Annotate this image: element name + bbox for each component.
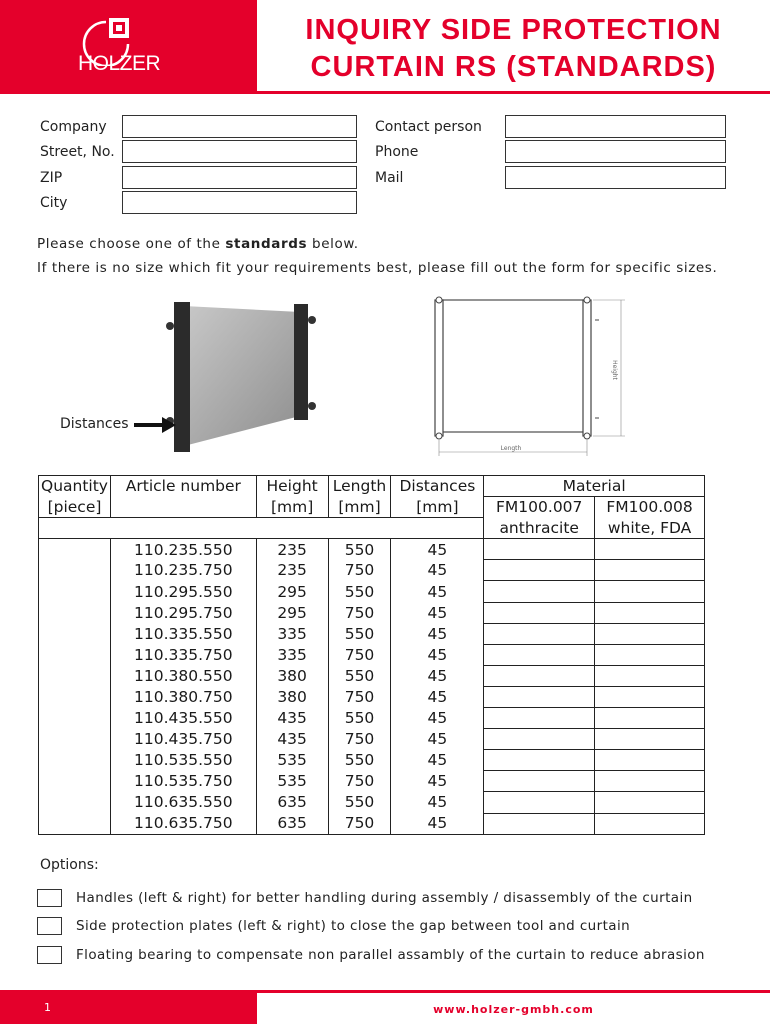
article-number-cell: 110.435.550	[110, 708, 256, 729]
height-cell: 535	[256, 750, 328, 771]
length-cell: 750	[328, 729, 391, 750]
material-anthracite-cell[interactable]	[484, 602, 595, 623]
material-white-cell[interactable]	[595, 602, 705, 623]
phone-input[interactable]	[505, 140, 726, 163]
curtain-photo-illustration	[160, 296, 320, 461]
option-side-plates-label: Side protection plates (left & right) to close the gap between tool and curtain	[76, 918, 631, 934]
quantity-cell[interactable]	[39, 771, 111, 792]
quantity-cell[interactable]	[39, 729, 111, 750]
material-white-cell[interactable]	[595, 581, 705, 602]
material-anthracite-cell[interactable]	[484, 750, 595, 771]
option-floating-bearing-checkbox[interactable]	[37, 946, 62, 964]
distances-cell: 45	[391, 813, 484, 834]
distances-cell: 45	[391, 729, 484, 750]
quantity-cell[interactable]	[39, 644, 111, 665]
quantity-cell[interactable]	[39, 686, 111, 707]
header-material-1-name: anthracite	[484, 518, 595, 539]
footer-website-text: www.holzer-gmbh.com	[433, 1003, 594, 1016]
table-row	[39, 560, 705, 581]
table-header-row-2	[39, 497, 705, 518]
height-cell: 635	[256, 813, 328, 834]
standards-table	[38, 475, 705, 835]
table-header-row-1	[39, 476, 705, 497]
height-dimension-label: Height	[611, 360, 618, 380]
table-row	[39, 771, 705, 792]
height-cell: 295	[256, 581, 328, 602]
header-article-unit	[110, 497, 256, 518]
header-material-2-name: white, FDA	[595, 518, 705, 539]
distances-cell: 45	[391, 581, 484, 602]
distances-cell: 45	[391, 623, 484, 644]
material-white-cell[interactable]	[595, 792, 705, 813]
option-side-plates-checkbox[interactable]	[37, 917, 62, 935]
length-cell: 750	[328, 644, 391, 665]
material-white-cell[interactable]	[595, 750, 705, 771]
header-distances-unit: [mm]	[391, 497, 484, 518]
height-cell: 335	[256, 644, 328, 665]
height-cell: 635	[256, 792, 328, 813]
article-number-cell: 110.335.550	[110, 623, 256, 644]
quantity-cell[interactable]	[39, 708, 111, 729]
distances-cell: 45	[391, 708, 484, 729]
page-title-line-1: INQUIRY SIDE PROTECTION	[305, 14, 722, 46]
intro-line-2: If there is no size which fit your requirements best, please fill out the form for specific sizes.	[37, 260, 718, 276]
footer-website-link[interactable]	[257, 990, 770, 1024]
height-cell: 335	[256, 623, 328, 644]
quantity-cell[interactable]	[39, 665, 111, 686]
mail-input[interactable]	[505, 166, 726, 189]
distances-cell: 45	[391, 686, 484, 707]
distances-cell: 45	[391, 602, 484, 623]
header-material: Material	[484, 476, 705, 497]
table-row	[39, 602, 705, 623]
height-cell: 295	[256, 602, 328, 623]
material-white-cell[interactable]	[595, 771, 705, 792]
table-row	[39, 581, 705, 602]
height-cell: 380	[256, 686, 328, 707]
distances-cell: 45	[391, 665, 484, 686]
height-cell: 380	[256, 665, 328, 686]
length-cell: 550	[328, 623, 391, 644]
table-row	[39, 792, 705, 813]
height-cell: 435	[256, 729, 328, 750]
material-anthracite-cell[interactable]	[484, 792, 595, 813]
height-cell: 535	[256, 771, 328, 792]
article-number-cell: 110.635.550	[110, 792, 256, 813]
header-height-unit: [mm]	[256, 497, 328, 518]
table-row	[39, 644, 705, 665]
header-material-1-code: FM100.007	[484, 497, 595, 518]
table-row	[39, 750, 705, 771]
material-anthracite-cell[interactable]	[484, 665, 595, 686]
footer-panel	[0, 990, 257, 1024]
length-cell: 750	[328, 686, 391, 707]
quantity-cell[interactable]	[39, 581, 111, 602]
header-height: Height	[256, 476, 328, 497]
option-handles-checkbox[interactable]	[37, 889, 62, 907]
article-number-cell: 110.235.550	[110, 539, 256, 560]
header-spacer	[39, 518, 484, 539]
material-anthracite-cell[interactable]	[484, 708, 595, 729]
header-material-2-code: FM100.008	[595, 497, 705, 518]
article-number-cell: 110.380.550	[110, 665, 256, 686]
arrow-right-icon	[134, 417, 176, 433]
table-row	[39, 708, 705, 729]
distances-cell: 45	[391, 560, 484, 581]
page-number: 1	[44, 1001, 51, 1014]
header-distances: Distances	[391, 476, 484, 497]
length-cell: 550	[328, 581, 391, 602]
length-cell: 750	[328, 560, 391, 581]
header-quantity-unit: [piece]	[39, 497, 111, 518]
table-row	[39, 813, 705, 834]
length-cell: 550	[328, 539, 391, 560]
city-input[interactable]	[122, 191, 357, 214]
option-floating-bearing-label: Floating bearing to compensate non parallel assambly of the curtain to reduce abrasion	[76, 947, 705, 963]
distances-cell: 45	[391, 539, 484, 560]
quantity-cell[interactable]	[39, 750, 111, 771]
street-label: Street, No.	[40, 144, 115, 160]
header-quantity: Quantity	[39, 476, 111, 497]
material-white-cell[interactable]	[595, 686, 705, 707]
material-anthracite-cell[interactable]	[484, 729, 595, 750]
intro-line-1-suffix: below.	[307, 236, 359, 252]
title-panel	[257, 0, 770, 94]
zip-input[interactable]	[122, 166, 357, 189]
intro-line-1	[37, 236, 359, 252]
quantity-cell[interactable]	[39, 602, 111, 623]
material-white-cell[interactable]	[595, 644, 705, 665]
material-anthracite-cell[interactable]	[484, 560, 595, 581]
curtain-technical-drawing	[425, 290, 635, 460]
material-white-cell[interactable]	[595, 665, 705, 686]
material-white-cell[interactable]	[595, 708, 705, 729]
length-cell: 550	[328, 792, 391, 813]
article-number-cell: 110.380.750	[110, 686, 256, 707]
contact-person-input[interactable]	[505, 115, 726, 138]
material-white-cell[interactable]	[595, 729, 705, 750]
height-cell: 435	[256, 708, 328, 729]
mail-label: Mail	[375, 170, 404, 186]
article-number-cell: 110.535.550	[110, 750, 256, 771]
material-white-cell[interactable]	[595, 623, 705, 644]
length-cell: 750	[328, 771, 391, 792]
page-title	[257, 12, 770, 86]
options-title: Options:	[40, 857, 99, 873]
phone-label: Phone	[375, 144, 419, 160]
material-anthracite-cell[interactable]	[484, 771, 595, 792]
length-cell: 550	[328, 665, 391, 686]
material-anthracite-cell[interactable]	[484, 539, 595, 560]
material-white-cell[interactable]	[595, 813, 705, 834]
article-number-cell: 110.535.750	[110, 771, 256, 792]
table-header-row-3	[39, 518, 705, 539]
material-white-cell[interactable]	[595, 560, 705, 581]
table-row	[39, 729, 705, 750]
contact-person-label: Contact person	[375, 119, 482, 135]
quantity-cell[interactable]	[39, 539, 111, 560]
article-number-cell: 110.635.750	[110, 813, 256, 834]
city-label: City	[40, 195, 68, 211]
height-cell: 235	[256, 560, 328, 581]
article-number-cell: 110.335.750	[110, 644, 256, 665]
length-cell: 750	[328, 813, 391, 834]
length-cell: 550	[328, 708, 391, 729]
distances-cell: 45	[391, 771, 484, 792]
material-anthracite-cell[interactable]	[484, 623, 595, 644]
table-row	[39, 686, 705, 707]
length-dimension-label: Length	[500, 445, 522, 452]
quantity-cell[interactable]	[39, 560, 111, 581]
material-anthracite-cell[interactable]	[484, 686, 595, 707]
distances-cell: 45	[391, 750, 484, 771]
company-label: Company	[40, 119, 107, 135]
distances-label: Distances	[60, 416, 129, 432]
page-header	[0, 0, 770, 94]
header-article-number: Article number	[110, 476, 256, 497]
company-input[interactable]	[122, 115, 357, 138]
header-length: Length	[328, 476, 391, 497]
height-cell: 235	[256, 539, 328, 560]
header-length-unit: [mm]	[328, 497, 391, 518]
intro-line-1-prefix: Please choose one of the	[37, 236, 226, 252]
option-handles-label: Handles (left & right) for better handling during assembly / disassembly of the curtain	[76, 890, 693, 906]
table-row	[39, 665, 705, 686]
article-number-cell: 110.295.750	[110, 602, 256, 623]
logo-wordmark: HOLZER	[78, 52, 161, 75]
street-input[interactable]	[122, 140, 357, 163]
table-row	[39, 623, 705, 644]
zip-label: ZIP	[40, 170, 63, 186]
article-number-cell: 110.435.750	[110, 729, 256, 750]
material-anthracite-cell[interactable]	[484, 581, 595, 602]
material-anthracite-cell[interactable]	[484, 813, 595, 834]
distances-cell: 45	[391, 792, 484, 813]
article-number-cell: 110.235.750	[110, 560, 256, 581]
length-cell: 750	[328, 602, 391, 623]
length-cell: 550	[328, 750, 391, 771]
material-anthracite-cell[interactable]	[484, 644, 595, 665]
quantity-cell[interactable]	[39, 813, 111, 834]
distances-cell: 45	[391, 644, 484, 665]
article-number-cell: 110.295.550	[110, 581, 256, 602]
table-row	[39, 539, 705, 560]
quantity-cell[interactable]	[39, 623, 111, 644]
intro-line-1-bold: standards	[225, 236, 308, 252]
material-white-cell[interactable]	[595, 539, 705, 560]
quantity-cell[interactable]	[39, 792, 111, 813]
logo-panel	[0, 0, 257, 94]
page-title-line-2: CURTAIN RS (STANDARDS)	[310, 51, 717, 83]
